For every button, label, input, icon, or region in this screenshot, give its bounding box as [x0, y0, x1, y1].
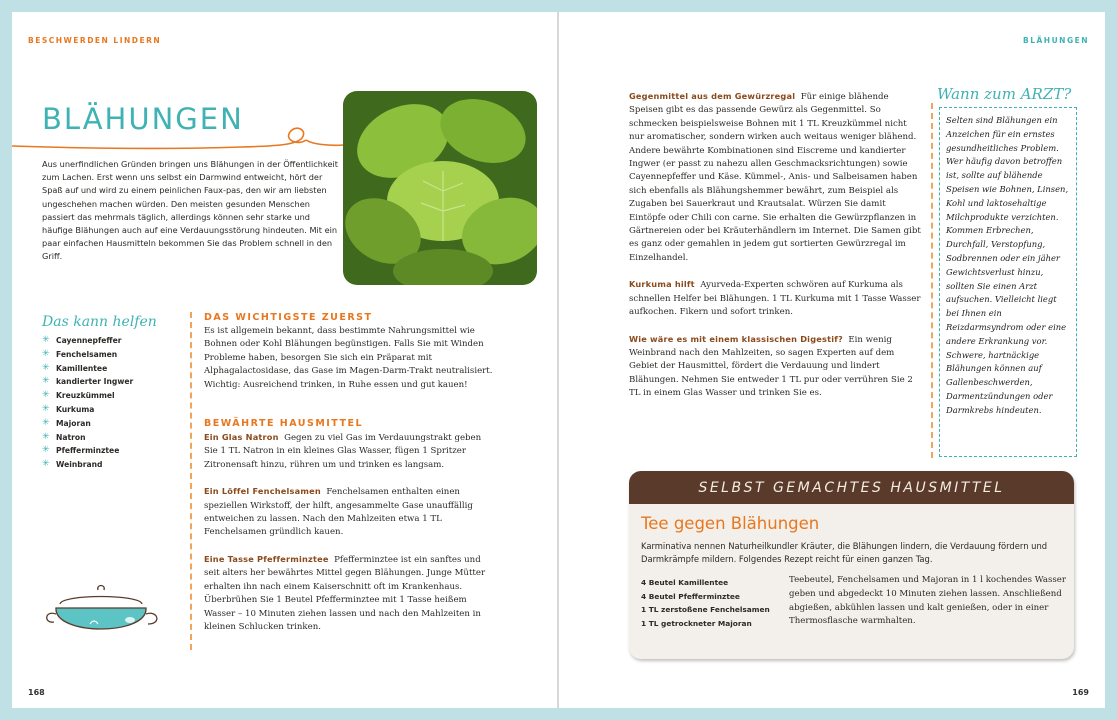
list-item: 4 Beutel Kamillentee: [641, 578, 729, 587]
ingredient-list: [641, 576, 770, 630]
sidebar-text: Selten sind Blähungen ein Anzeichen für ein ernstes gesundheitliches Problem. Wer häufig davon betroffen ist, sollte auf blähende Speisen wie Bohnen, Linsen, Kohl und laktosehaltige Milchprodukte verzichten. Kommen Erbrechen, Durchfall, Verstopfung, Sodbrennen oder ein jäher Gewichtsverlust hinzu, sollten Sie einen Arzt aufsuchen. Vielleicht liegt bei Ihnen ein Reizdarmsyndrom oder eine andere Erkrankung vor. Schwere, hartnäckige Blähungen können auf Gallenbeschwerden, Darmentzündungen oder Darmkrebs hindeuten.: [946, 115, 1069, 415]
star-icon: ✳: [42, 335, 50, 345]
doctor-sidebar: [937, 85, 1085, 458]
section-heading-1: DAS WICHTIGSTE ZUERST: [204, 312, 373, 323]
star-icon: ✳: [42, 362, 50, 373]
sidebar-divider: [931, 103, 933, 458]
star-icon: ✳: [42, 459, 50, 470]
running-head-right: BLÄHUNGEN: [1023, 36, 1089, 45]
help-title: Das kann helfen: [42, 314, 157, 330]
page-number-left: 168: [28, 688, 45, 697]
main-column: [204, 312, 494, 634]
page-number-right: 169: [1072, 688, 1089, 697]
sidebar-box: [939, 107, 1077, 457]
recipe-banner: SELBST GEMACHTES HAUSMITTEL: [629, 471, 1074, 504]
right-page: [559, 12, 1105, 708]
list-item: ✳ Kamillentee: [42, 362, 133, 376]
list-item: ✳ Fenchelsamen: [42, 348, 133, 362]
list-item: ✳ Kurkuma: [42, 403, 133, 417]
list-item: ✳ Kreuzkümmel: [42, 389, 133, 403]
recipe-box: [629, 471, 1074, 659]
remedy-paragraph: Eine Tasse Pfefferminztee Pfefferminztee ist ein sanftes und seit alters her bewährtes Mittel gegen Blähungen. Junge Mütter erhalten ihn nach einem Kaiserschnitt oft im Krankenhaus. Überbrühen Sie 1 Beutel Pfefferminztee mit 1 Tasse heißem Wasser – 10 Minuten ziehen lassen und nach den Mahlzeiten in kleinen Schlucken trinken.: [204, 553, 486, 632]
recipe-title: Tee gegen Blähungen: [641, 514, 820, 533]
star-icon: ✳: [42, 445, 50, 456]
star-icon: ✳: [42, 417, 50, 428]
star-icon: ✳: [42, 431, 50, 442]
left-page: [12, 12, 558, 708]
help-list: [42, 334, 133, 472]
column-divider: [190, 312, 192, 650]
list-item: ✳ Pfefferminztee: [42, 444, 133, 458]
running-head-left: BESCHWERDEN LINDERN: [28, 36, 162, 45]
list-item: ✳ Majoran: [42, 417, 133, 431]
right-paragraph: Gegenmittel aus dem Gewürzregal Für einige blähende Speisen gibt es das passende Gewürz als Gegenmittel. So schmecken beispielsweise Bohnen mit 1 TL Kreuzkümmel nicht nur aromatischer, sondern wirken auch weitaus weniger blähend. Andere bewährte Kombinationen sind Eiscreme und kandierter Ingwer (er passt zu nahezu allen Geschmacksrichtungen) sowie Cayennepfeffer und Käse. Kümmel-, Anis- und Salbeisamen haben sich ebenfalls als Blähungshemmer bewährt, zum Beispiel als Zugaben bei Sauerkraut und Krautsalat. Würzen Sie damit Eintöpfe oder Chili con carne. Sie erhalten die Gewürzpflanzen in Gärtnereien oder bei Kräuterhändlern im Internet. Die Samen gibt es ganz oder gemahlen in jedem gut sortierten Gewürzregal im Einzelhandel.: [629, 91, 921, 263]
star-icon: ✳: [42, 348, 50, 359]
list-item: ✳ Weinbrand: [42, 458, 133, 472]
right-main-column: [629, 90, 924, 401]
page-title: BLÄHUNGEN: [42, 102, 244, 136]
star-icon: ✳: [42, 403, 50, 414]
remedy-paragraph: Ein Glas Natron Gegen zu viel Gas im Verdauungstrakt geben Sie 1 TL Natron in ein kleines Glas Wasser, fügen 1 Spritzer Zitronensaft hinzu, rühren um und trinken es langsam.: [204, 432, 482, 470]
remedy-paragraph: Ein Löffel Fenchelsamen Fenchelsamen enthalten einen speziellen Wirkstoff, der hilft, angesammelte Gase unauffällig entweichen zu lassen. Nach den Mahlzeiten etwa 1 TL Fenchelsamen gründlich kauen.: [204, 486, 473, 538]
recipe-intro: Karminativa nennen Naturheilkundler Kräuter, die Blähungen lindern, die Verdauung fördern und Darmkrämpfe mildern. Folgendes Rezept reicht für einen ganzen Tag.: [641, 541, 1048, 564]
intro-text: Aus unerfindlichen Gründen bringen uns Blähungen in der Öffentlichkeit zum Lachen. Erst wenn uns selbst ein Darmwind entweicht, hört der Spaß auf und wird zu einem peinlichen Faux-pas, den wir am liebsten ungeschehen machen würden. Den meisten gesunden Menschen passiert das mehrmals täglich, allerdings können sehr starke und häufige Blähungen auch auf eine Verdauungsstörung hindeuten. Mit ein paar einfachen Hausmitteln bekommen Sie das Problem schnell in den Griff.: [42, 159, 338, 262]
teapot-icon: [40, 584, 170, 644]
mint-leaves-photo: [343, 91, 537, 285]
recipe-steps: Teebeutel, Fenchelsamen und Majoran in 1 l kochendes Wasser geben und abgedeckt 10 Minuten ziehen lassen. Anschließend abgießen, abkühlen lassen und kalt genießen, oder in einer Thermosflasche warmhalten.: [789, 575, 1066, 627]
list-item: ✳ kandierter Ingwer: [42, 375, 133, 389]
section-text-1: Es ist allgemein bekannt, dass bestimmte Nahrungsmittel wie Bohnen oder Kohl Blähungen begünstigen. Falls Sie mit Winden Probleme haben, besorgen Sie sich ein Präparat mit Alphagalactosidase, das Gase im Magen-Darm-Trakt neutralisiert. Wichtig: Ausreichend trinken, in Ruhe essen und gut kauen!: [204, 326, 493, 390]
list-item: 4 Beutel Pfefferminztee: [641, 591, 740, 601]
list-item: 1 TL zerstoßene Fenchelsamen: [641, 605, 770, 615]
section-heading-2: BEWÄHRTE HAUSMITTEL: [204, 418, 364, 430]
right-paragraph: Wie wäre es mit einem klassischen Digestif? Ein wenig Weinbrand nach den Mahlzeiten, so sagen Experten auf dem Gebiet der Hausmittel, fördert die Verdauung und lindert Blähungen. Nehmen Sie entweder 1 TL pur oder verrühren Sie 2 TL in einem Glas Wasser und trinken Sie es.: [629, 333, 913, 399]
star-icon: ✳: [42, 390, 50, 401]
list-item: ✳ Cayennepfeffer: [42, 334, 133, 348]
right-paragraph: Kurkuma hilft Ayurveda-Experten schwören auf Kurkuma als schnellen Helfer bei Blähungen. 1 TL Kurkuma mit 1 Tasse Wasser aufkochen. Fikern und sofort trinken.: [629, 279, 921, 318]
list-item: 1 TL getrockneter Majoran: [641, 618, 752, 628]
list-item: ✳ Natron: [42, 431, 133, 445]
sidebar-title: Wann zum ARZT?: [937, 85, 1072, 103]
star-icon: ✳: [42, 376, 50, 387]
